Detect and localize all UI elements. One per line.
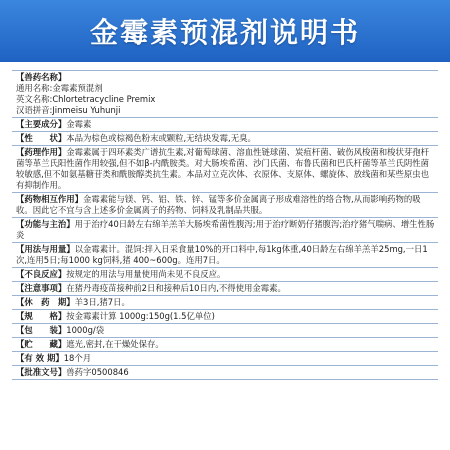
section-label: 【性 状】 (16, 133, 67, 143)
drug-name-label: 【兽药名称】 (16, 72, 67, 82)
section-text: 金霉素能与镁、钙、铝、铁、锌、锰等多价金属离子形成难溶性的络合物,从而影响药物的吸收。因此它不宜与含上述多价金属离子的药物、饲料及乳制品共服。 (16, 194, 421, 215)
section-label: 【药理作用】 (16, 147, 67, 157)
section-interactions (12, 192, 438, 217)
section-text: 按规定的用法与用量使用尚未见不良反应。 (66, 269, 226, 279)
section-pharmacology (12, 145, 438, 192)
section-dosage (12, 242, 438, 267)
section-appearance (12, 131, 438, 145)
english-name: 英文名称:Chlortetracycline Premix (16, 94, 156, 104)
section-label: 【用法与用量】 (16, 244, 75, 254)
section-label: 【药物相互作用】 (16, 194, 83, 204)
section-label: 【不良反应】 (16, 269, 67, 279)
section-label: 【主要成分】 (16, 119, 67, 129)
section-text: 在猪丹毒疫苗接种前2日和接种后10日内,不得使用金霉素。 (66, 283, 286, 293)
section-drug-name (12, 70, 438, 117)
section-label: 【有 效 期】 (16, 353, 64, 363)
section-label: 【注意事项】 (16, 283, 67, 293)
section-text: 1000g/袋 (66, 325, 105, 335)
section-packaging (12, 323, 438, 337)
title-banner (0, 0, 450, 62)
section-text: 以金霉素计。混饲:拌入日采食量10%的开口料中,每1kg体重,40日龄左右绵羊羔羊25mg,一日1次,连用5日;每1000 kg饲料,猪 400~600g。连用7日。 (16, 244, 428, 265)
section-label: 【包 装】 (16, 325, 67, 335)
section-text: 按金霉素计算 1000g:150g(1.5亿单位) (66, 311, 215, 321)
section-text: 兽药字0500846 (66, 367, 129, 377)
section-label: 【休 药 期】 (16, 297, 75, 307)
pinyin-name: 汉语拼音:Jinmeisu Yuhunji (16, 105, 121, 115)
section-text: 金霉素 (66, 119, 92, 129)
generic-name: 通用名称:金霉素预混剂 (16, 83, 103, 93)
section-text: 本品为棕色或棕褐色粉末或颗粒,无结块发霉,无臭。 (66, 133, 256, 143)
section-indications (12, 217, 438, 242)
section-withdrawal (12, 295, 438, 309)
section-label: 【规 格】 (16, 311, 67, 321)
section-specification (12, 309, 438, 323)
section-adverse-reactions (12, 267, 438, 281)
section-precautions (12, 281, 438, 295)
page-title: 金霉素预混剂说明书 (89, 16, 360, 49)
section-ingredient (12, 117, 438, 131)
section-text: 18个月 (63, 353, 92, 363)
section-label: 【贮 藏】 (16, 339, 67, 349)
section-label: 【批准文号】 (16, 367, 67, 377)
section-text: 用于治疗40日龄左右绵羊羔羊大肠埃希菌性腹泻;用于治疗断奶仔猪腹泻;治疗猪气喘病、增生性肠炎 (16, 219, 435, 240)
section-text: 羊3日,猪7日。 (74, 297, 130, 307)
section-shelf-life (12, 351, 438, 365)
section-label: 【功能与主治】 (16, 219, 75, 229)
section-text: 金霉素属于四环素类广谱抗生素,对葡萄球菌、溶血性链球菌、炭疽杆菌、破伤风梭菌和梭状芽孢杆菌等革兰氏阳性菌作用较强,但不如β-内酰胺类。对大肠埃希菌、沙门氏菌、布鲁氏菌和巴氏杆菌等革兰氏阴性菌较敏感,但不如氨基糖苷类和酰胺醇类抗生素。本品对立克次体、衣原体、支原体、螺旋体、放线菌和某些原虫也有抑制作用。 (16, 147, 430, 190)
section-storage (12, 337, 438, 351)
section-approval-number (12, 365, 438, 380)
section-text: 遮光,密封,在干燥处保存。 (66, 339, 164, 349)
leaflet-content (12, 70, 438, 380)
